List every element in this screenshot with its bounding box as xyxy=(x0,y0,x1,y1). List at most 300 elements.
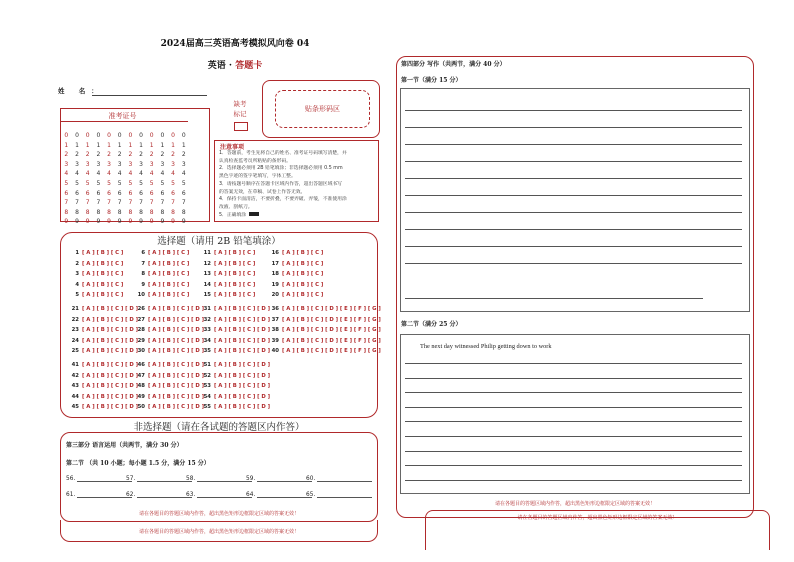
writing-line[interactable] xyxy=(405,465,742,466)
exam-digit[interactable]: 6 xyxy=(75,189,79,197)
blank-line[interactable] xyxy=(257,475,312,482)
question-row[interactable] xyxy=(67,383,138,389)
exam-digit-column[interactable] xyxy=(114,131,125,227)
answer-blank[interactable] xyxy=(306,491,372,498)
question-row[interactable] xyxy=(67,338,138,344)
exam-digit-column[interactable] xyxy=(178,131,189,227)
answer-options[interactable]: [ A ] [ B ] [ C ] [ D ] xyxy=(214,362,271,368)
exam-digit[interactable]: 1 xyxy=(149,141,154,149)
answer-blank[interactable] xyxy=(66,491,132,498)
writing-line[interactable] xyxy=(405,480,742,481)
exam-digit[interactable]: 1 xyxy=(160,141,165,149)
exam-digit[interactable]: 0 xyxy=(149,132,154,139)
exam-digit[interactable]: 4 xyxy=(181,170,186,178)
answer-options[interactable]: [ A ] [ B ] [ C ] [ D ] xyxy=(214,404,271,410)
question-row[interactable] xyxy=(133,250,189,256)
exam-digit[interactable]: 2 xyxy=(149,151,154,159)
exam-digit[interactable]: 5 xyxy=(128,179,133,187)
exam-digit[interactable]: 3 xyxy=(171,160,175,168)
question-row[interactable] xyxy=(133,338,204,344)
blank-line[interactable] xyxy=(77,475,132,482)
question-row[interactable] xyxy=(199,282,255,288)
exam-digit-column[interactable] xyxy=(104,131,115,227)
writing-line[interactable] xyxy=(405,436,742,437)
exam-digit[interactable]: 1 xyxy=(75,141,79,149)
answer-options[interactable]: [ A ] [ B ] [ C ] [ D ] [ E ] [ F ] [ G ] xyxy=(282,306,381,312)
answer-options[interactable]: [ A ] [ B ] [ C ] xyxy=(148,260,190,267)
exam-digit[interactable]: 2 xyxy=(107,151,111,159)
question-row[interactable] xyxy=(67,292,123,298)
question-row[interactable] xyxy=(133,373,204,379)
exam-digit[interactable]: 9 xyxy=(160,218,165,226)
exam-digit[interactable]: 9 xyxy=(107,218,111,226)
exam-digit[interactable]: 6 xyxy=(171,189,175,197)
writing-line[interactable] xyxy=(405,392,742,393)
exam-digit[interactable]: 1 xyxy=(96,141,101,149)
exam-digit-column[interactable] xyxy=(136,131,147,227)
question-row[interactable] xyxy=(199,362,270,368)
exam-digit[interactable]: 7 xyxy=(85,199,90,207)
question-row[interactable] xyxy=(67,362,138,368)
blank-line[interactable] xyxy=(197,475,252,482)
writing-section1-box[interactable] xyxy=(400,88,750,312)
exam-digit[interactable]: 7 xyxy=(171,199,175,207)
writing-line[interactable] xyxy=(405,127,742,128)
question-row[interactable] xyxy=(133,327,204,333)
answer-options[interactable]: [ A ] [ B ] [ C ] [ D ] xyxy=(214,337,271,344)
answer-options[interactable]: [ A ] [ B ] [ C ] xyxy=(82,260,124,267)
blank-line[interactable] xyxy=(317,475,372,482)
question-row[interactable] xyxy=(133,383,204,389)
exam-digit-column[interactable] xyxy=(82,131,93,227)
exam-digit[interactable]: 7 xyxy=(181,199,186,207)
answer-options[interactable]: [ A ] [ B ] [ C ] xyxy=(282,281,324,288)
exam-digit[interactable]: 3 xyxy=(75,160,79,168)
question-row[interactable] xyxy=(199,404,270,410)
exam-digit[interactable]: 5 xyxy=(149,179,154,187)
question-row[interactable] xyxy=(199,250,255,256)
exam-digit[interactable]: 0 xyxy=(128,132,133,139)
answer-options[interactable]: [ A ] [ B ] [ C ] [ D ] [ E ] [ F ] [ G ] xyxy=(282,327,381,333)
question-row[interactable] xyxy=(267,306,381,312)
question-row[interactable] xyxy=(67,404,138,410)
answer-options[interactable]: [ A ] [ B ] [ C ] [ D ] xyxy=(82,316,139,323)
exam-digit[interactable]: 9 xyxy=(128,218,133,226)
exam-digit[interactable]: 0 xyxy=(117,132,122,139)
part4-heading: 第四部分 写作（共两节，满分 40 分） xyxy=(401,61,506,68)
writing-section2-box[interactable] xyxy=(400,334,750,494)
exam-digit[interactable]: 7 xyxy=(107,199,111,207)
exam-digit[interactable]: 8 xyxy=(107,208,111,216)
question-row[interactable] xyxy=(133,317,204,323)
answer-options[interactable]: [ A ] [ B ] [ C ] [ D ] xyxy=(214,383,271,389)
question-row[interactable] xyxy=(267,327,381,333)
exam-digit[interactable]: 5 xyxy=(160,179,165,187)
answer-options[interactable]: [ A ] [ B ] [ C ] [ D ] xyxy=(148,393,205,400)
writing-line[interactable] xyxy=(405,407,742,408)
answer-options[interactable]: [ A ] [ B ] [ C ] xyxy=(214,250,256,256)
exam-digit[interactable]: 4 xyxy=(107,170,111,178)
exam-digit[interactable]: 0 xyxy=(139,132,143,139)
answer-blank[interactable] xyxy=(126,475,192,482)
answer-options[interactable]: [ A ] [ B ] [ C ] [ D ] [ E ] [ F ] [ G ] xyxy=(282,316,381,323)
question-number: 35 xyxy=(203,348,211,354)
exam-digit[interactable]: 6 xyxy=(149,189,154,197)
exam-digit[interactable]: 6 xyxy=(160,189,165,197)
question-row[interactable] xyxy=(267,317,381,323)
answer-options[interactable]: [ A ] [ B ] [ C ] [ D ] xyxy=(148,327,205,333)
writing-line[interactable] xyxy=(405,161,742,162)
exam-digit[interactable]: 7 xyxy=(96,199,101,207)
question-row[interactable] xyxy=(133,282,189,288)
exam-digit[interactable]: 3 xyxy=(181,160,186,168)
answer-options[interactable]: [ A ] [ B ] [ C ] [ D ] xyxy=(148,362,205,368)
exam-digit[interactable]: 1 xyxy=(181,141,186,149)
exam-digit[interactable]: 7 xyxy=(75,199,79,207)
exam-digit[interactable]: 8 xyxy=(149,208,154,216)
question-number: 55 xyxy=(203,404,211,410)
exam-digit[interactable]: 6 xyxy=(117,189,122,197)
exam-digit[interactable]: 5 xyxy=(107,179,111,187)
answer-options[interactable]: [ A ] [ B ] [ C ] [ D ] xyxy=(148,337,205,344)
answer-options[interactable]: [ A ] [ B ] [ C ] [ D ] xyxy=(148,348,205,354)
writing-line[interactable] xyxy=(405,246,742,247)
exam-digit[interactable]: 4 xyxy=(149,170,154,178)
question-row[interactable] xyxy=(267,282,323,288)
writing-line[interactable] xyxy=(405,110,742,111)
answer-options[interactable]: [ A ] [ B ] [ C ] xyxy=(82,250,124,256)
question-row[interactable] xyxy=(199,271,255,277)
question-number: 46 xyxy=(137,362,145,368)
answer-options[interactable]: [ A ] [ B ] [ C ] xyxy=(148,292,190,298)
question-row[interactable] xyxy=(67,271,123,277)
blank-line[interactable] xyxy=(197,491,252,498)
answer-options[interactable]: [ A ] [ B ] [ C ] [ D ] xyxy=(214,372,271,379)
question-row[interactable] xyxy=(199,261,255,267)
exam-digit-column[interactable] xyxy=(72,131,83,227)
exam-digit[interactable]: 5 xyxy=(181,179,186,187)
question-row[interactable] xyxy=(199,383,270,389)
exam-digit[interactable]: 2 xyxy=(75,151,79,159)
exam-digit[interactable]: 6 xyxy=(181,189,186,197)
question-row[interactable] xyxy=(67,282,123,288)
name-field[interactable] xyxy=(92,95,207,96)
exam-digit[interactable]: 3 xyxy=(139,160,143,168)
exam-digit[interactable]: 5 xyxy=(96,179,101,187)
exam-digit[interactable]: 0 xyxy=(181,132,186,139)
answer-options[interactable]: [ A ] [ B ] [ C ] [ D ] [ E ] [ F ] [ G ] xyxy=(282,348,381,354)
writing-line[interactable] xyxy=(405,421,742,422)
exam-digit[interactable]: 2 xyxy=(85,151,90,159)
question-row[interactable] xyxy=(199,306,270,312)
question-row[interactable] xyxy=(67,327,138,333)
exam-digit[interactable]: 9 xyxy=(85,218,90,226)
exam-digit[interactable]: 4 xyxy=(128,170,133,178)
question-row[interactable] xyxy=(267,348,381,354)
answer-options[interactable]: [ A ] [ B ] [ C ] [ D ] xyxy=(214,327,271,333)
answer-options[interactable]: [ A ] [ B ] [ C ] [ D ] xyxy=(82,393,139,400)
exam-digit[interactable]: 0 xyxy=(85,132,90,139)
exam-digit[interactable]: 3 xyxy=(160,160,165,168)
answer-options[interactable]: [ A ] [ B ] [ C ] [ D ] xyxy=(214,393,271,400)
exam-digit[interactable]: 4 xyxy=(96,170,101,178)
exam-digit[interactable]: 0 xyxy=(171,132,175,139)
blank-line[interactable] xyxy=(317,491,372,498)
exam-digit[interactable]: 4 xyxy=(75,170,79,178)
exam-digit[interactable]: 9 xyxy=(149,218,154,226)
question-row[interactable] xyxy=(67,306,138,312)
exam-digit[interactable]: 4 xyxy=(117,170,122,178)
exam-digit[interactable]: 8 xyxy=(160,208,165,216)
writing-line[interactable] xyxy=(405,144,742,145)
answer-options[interactable]: [ A ] [ B ] [ C ] [ D ] xyxy=(148,316,205,323)
exam-digit[interactable]: 1 xyxy=(64,141,69,149)
answer-options[interactable]: [ A ] [ B ] [ C ] xyxy=(214,281,256,288)
exam-digit[interactable]: 9 xyxy=(117,218,122,226)
notes-line: 2．选择题必须用 2B 铅笔填涂；非选择题必须用 0.5 mm xyxy=(219,166,343,172)
question-row[interactable] xyxy=(133,271,189,277)
answer-options[interactable]: [ A ] [ B ] [ C ] [ D ] xyxy=(214,316,271,323)
answer-options[interactable]: [ A ] [ B ] [ C ] xyxy=(148,271,190,277)
exam-digit[interactable]: 4 xyxy=(171,170,175,178)
exam-digit[interactable]: 2 xyxy=(171,151,175,159)
exam-digit[interactable]: 3 xyxy=(149,160,154,168)
exam-digit[interactable]: 2 xyxy=(181,151,186,159)
exam-digit[interactable]: 5 xyxy=(64,179,69,187)
exam-digit[interactable]: 5 xyxy=(85,179,90,187)
exam-digit[interactable]: 7 xyxy=(64,199,69,207)
answer-options[interactable]: [ A ] [ B ] [ C ] xyxy=(282,250,324,256)
writing-line[interactable] xyxy=(405,451,742,452)
question-row[interactable] xyxy=(133,404,204,410)
exam-digit-column[interactable] xyxy=(146,131,157,227)
question-row[interactable] xyxy=(199,327,270,333)
answer-options[interactable]: [ A ] [ B ] [ C ] xyxy=(148,250,190,256)
exam-digit-column[interactable] xyxy=(125,131,136,227)
exam-digit[interactable]: 4 xyxy=(160,170,165,178)
exam-digit[interactable]: 1 xyxy=(117,141,122,149)
question-row[interactable] xyxy=(267,271,323,277)
exam-digit-column[interactable] xyxy=(61,131,72,227)
answer-options[interactable]: [ A ] [ B ] [ C ] [ D ] xyxy=(82,337,139,344)
question-row[interactable] xyxy=(199,317,270,323)
answer-options[interactable]: [ A ] [ B ] [ C ] [ D ] [ E ] [ F ] [ G ] xyxy=(282,337,381,344)
exam-digit[interactable]: 2 xyxy=(117,151,122,159)
exam-digit[interactable]: 6 xyxy=(64,189,69,197)
question-row[interactable] xyxy=(199,338,270,344)
writing-line[interactable] xyxy=(405,178,742,179)
exam-digit[interactable]: 0 xyxy=(64,132,69,139)
answer-options[interactable]: [ A ] [ B ] [ C ] xyxy=(148,281,190,288)
exam-digit[interactable]: 1 xyxy=(107,141,111,149)
question-row[interactable] xyxy=(133,362,204,368)
question-number: 39 xyxy=(271,337,279,344)
exam-digit[interactable]: 0 xyxy=(75,132,79,139)
exam-digit[interactable]: 6 xyxy=(96,189,101,197)
question-row[interactable] xyxy=(133,261,189,267)
answer-options[interactable]: [ A ] [ B ] [ C ] [ D ] xyxy=(148,372,205,379)
question-row[interactable] xyxy=(267,261,323,267)
writing-line[interactable] xyxy=(405,229,742,230)
question-row[interactable] xyxy=(67,261,123,267)
exam-digit[interactable]: 7 xyxy=(117,199,122,207)
exam-digit[interactable]: 5 xyxy=(171,179,175,187)
exam-digit[interactable]: 5 xyxy=(139,179,143,187)
absent-checkbox[interactable] xyxy=(234,122,248,131)
answer-options[interactable]: [ A ] [ B ] [ C ] [ D ] xyxy=(148,383,205,389)
answer-options[interactable]: [ A ] [ B ] [ C ] xyxy=(82,281,124,288)
question-row[interactable] xyxy=(67,394,138,400)
question-row[interactable] xyxy=(199,348,270,354)
question-row[interactable] xyxy=(67,317,138,323)
blank-line[interactable] xyxy=(137,475,192,482)
answer-options[interactable]: [ A ] [ B ] [ C ] xyxy=(214,260,256,267)
exam-digit[interactable]: 8 xyxy=(117,208,122,216)
answer-options[interactable]: [ A ] [ B ] [ C ] [ D ] xyxy=(82,306,139,312)
question-number: 49 xyxy=(137,393,145,400)
exam-digit[interactable]: 5 xyxy=(117,179,122,187)
answer-options[interactable]: [ A ] [ B ] [ C ] [ D ] xyxy=(148,404,205,410)
exam-digit[interactable]: 9 xyxy=(181,218,186,226)
answer-options[interactable]: [ A ] [ B ] [ C ] [ D ] xyxy=(82,404,139,410)
exam-number-grid[interactable] xyxy=(61,131,189,227)
exam-digit[interactable]: 2 xyxy=(128,151,133,159)
exam-digit[interactable]: 3 xyxy=(64,160,69,168)
fill-example-label: 5．正确填涂 xyxy=(219,212,247,218)
exam-digit[interactable]: 3 xyxy=(85,160,90,168)
exam-digit[interactable]: 8 xyxy=(85,208,90,216)
answer-options[interactable]: [ A ] [ B ] [ C ] [ D ] xyxy=(82,348,139,354)
exam-digit[interactable]: 0 xyxy=(96,132,101,139)
question-row[interactable] xyxy=(199,394,270,400)
answer-options[interactable]: [ A ] [ B ] [ C ] [ D ] xyxy=(82,362,139,368)
question-number: 47 xyxy=(137,372,145,379)
answer-options[interactable]: [ A ] [ B ] [ C ] [ D ] xyxy=(82,372,139,379)
exam-digit[interactable]: 8 xyxy=(75,208,79,216)
exam-digit[interactable]: 7 xyxy=(128,199,133,207)
exam-digit[interactable]: 2 xyxy=(139,151,143,159)
question-number: 40 xyxy=(271,348,279,354)
blank-line[interactable] xyxy=(77,491,132,498)
question-row[interactable] xyxy=(199,292,255,298)
answer-blank[interactable] xyxy=(66,475,132,482)
answer-options[interactable]: [ A ] [ B ] [ C ] xyxy=(214,271,256,277)
exam-digit[interactable]: 2 xyxy=(96,151,101,159)
question-number: 23 xyxy=(71,327,79,333)
blank-line[interactable] xyxy=(257,491,312,498)
exam-digit[interactable]: 3 xyxy=(96,160,101,168)
exam-digit[interactable]: 6 xyxy=(85,189,90,197)
exam-digit[interactable]: 0 xyxy=(160,132,165,139)
exam-digit[interactable]: 7 xyxy=(139,199,143,207)
exam-digit[interactable]: 3 xyxy=(117,160,122,168)
answer-blank[interactable] xyxy=(186,475,252,482)
exam-digit[interactable]: 9 xyxy=(96,218,101,226)
answer-options[interactable]: [ A ] [ B ] [ C ] xyxy=(282,292,324,298)
exam-digit[interactable]: 0 xyxy=(107,132,111,139)
question-row[interactable] xyxy=(67,373,138,379)
question-row[interactable] xyxy=(267,338,381,344)
answer-blank[interactable] xyxy=(126,491,192,498)
exam-digit[interactable]: 8 xyxy=(181,208,186,216)
answer-options[interactable]: [ A ] [ B ] [ C ] [ D ] xyxy=(82,327,139,333)
exam-digit[interactable]: 2 xyxy=(64,151,69,159)
exam-digit[interactable]: 3 xyxy=(107,160,111,168)
answer-options[interactable]: [ A ] [ B ] [ C ] [ D ] xyxy=(214,348,271,354)
writing-line[interactable] xyxy=(405,263,742,264)
question-row[interactable] xyxy=(133,394,204,400)
answer-blank[interactable] xyxy=(306,475,372,482)
writing-line[interactable] xyxy=(405,298,703,299)
answer-blank[interactable] xyxy=(246,491,312,498)
exam-digit[interactable]: 9 xyxy=(64,218,69,226)
exam-digit[interactable]: 3 xyxy=(128,160,133,168)
answer-blank[interactable] xyxy=(246,475,312,482)
question-row[interactable] xyxy=(133,292,189,298)
question-row[interactable] xyxy=(199,373,270,379)
exam-digit[interactable]: 4 xyxy=(85,170,90,178)
writing-line[interactable] xyxy=(405,212,742,213)
answer-options[interactable]: [ A ] [ B ] [ C ] xyxy=(282,260,324,267)
answer-options[interactable]: [ A ] [ B ] [ C ] [ D ] xyxy=(148,306,205,312)
exam-digit[interactable]: 7 xyxy=(149,199,154,207)
answer-options[interactable]: [ A ] [ B ] [ C ] [ D ] xyxy=(214,306,271,312)
exam-digit[interactable]: 9 xyxy=(75,218,79,226)
exam-digit[interactable]: 4 xyxy=(139,170,143,178)
exam-digit[interactable]: 9 xyxy=(171,218,175,226)
question-row[interactable] xyxy=(67,250,123,256)
exam-digit[interactable]: 8 xyxy=(139,208,143,216)
question-row[interactable] xyxy=(67,348,138,354)
exam-digit[interactable]: 2 xyxy=(160,151,165,159)
question-number: 17 xyxy=(271,260,279,267)
answer-options[interactable]: [ A ] [ B ] [ C ] xyxy=(82,292,124,298)
exam-digit[interactable]: 8 xyxy=(64,208,69,216)
answer-blank[interactable] xyxy=(186,491,252,498)
exam-digit[interactable]: 5 xyxy=(75,179,79,187)
exam-digit-column[interactable] xyxy=(93,131,104,227)
exam-digit[interactable]: 4 xyxy=(64,170,69,178)
exam-digit[interactable]: 6 xyxy=(128,189,133,197)
writing-line[interactable] xyxy=(405,378,742,379)
notes-line: 黑色字迹的签字笔填写，字体工整。 xyxy=(219,174,296,180)
exam-digit[interactable]: 1 xyxy=(171,141,175,149)
exam-digit[interactable]: 1 xyxy=(139,141,143,149)
exam-digit[interactable]: 8 xyxy=(171,208,175,216)
question-row[interactable] xyxy=(267,292,323,298)
exam-digit[interactable]: 8 xyxy=(128,208,133,216)
writing-line[interactable] xyxy=(405,195,742,196)
question-row[interactable] xyxy=(133,306,204,312)
exam-digit[interactable]: 1 xyxy=(85,141,90,149)
exam-digit[interactable]: 9 xyxy=(139,218,143,226)
answer-options[interactable]: [ A ] [ B ] [ C ] xyxy=(82,271,124,277)
answer-options[interactable]: [ A ] [ B ] [ C ] [ D ] xyxy=(82,383,139,389)
exam-digit-column[interactable] xyxy=(168,131,179,227)
writing-line[interactable] xyxy=(405,363,742,364)
answer-options[interactable]: [ A ] [ B ] [ C ] xyxy=(282,271,324,277)
blank-line[interactable] xyxy=(137,491,192,498)
exam-digit[interactable]: 6 xyxy=(107,189,111,197)
exam-digit[interactable]: 8 xyxy=(96,208,101,216)
answer-options[interactable]: [ A ] [ B ] [ C ] xyxy=(214,292,256,298)
exam-digit-column[interactable] xyxy=(157,131,168,227)
exam-digit[interactable]: 6 xyxy=(139,189,143,197)
question-row[interactable] xyxy=(267,250,323,256)
exam-digit[interactable]: 7 xyxy=(160,199,165,207)
exam-digit[interactable]: 1 xyxy=(128,141,133,149)
question-row[interactable] xyxy=(133,348,204,354)
